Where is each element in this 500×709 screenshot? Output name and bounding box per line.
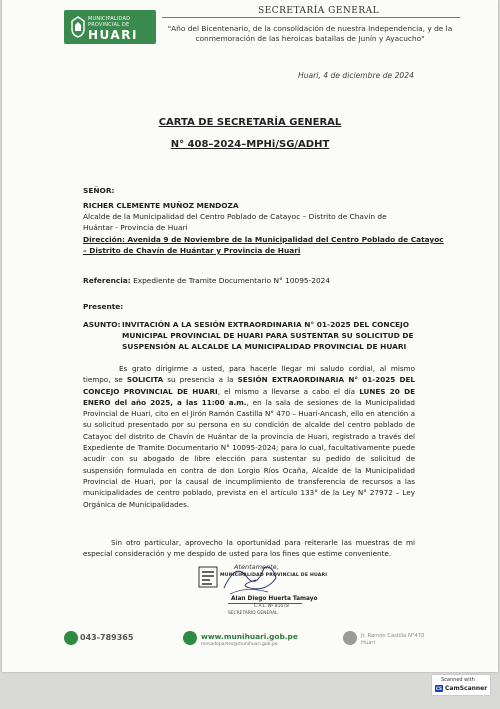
signatory-name: Alan Diego Huerta Tamayo bbox=[231, 596, 318, 602]
recipient-name: RICHER CLEMENTE MUÑOZ MENDOZA bbox=[83, 201, 239, 210]
emblem-icon bbox=[70, 16, 86, 38]
address-text: Avenida 9 de Noviembre de la Municipalidad del Centro Poblado de Catayoc bbox=[124, 235, 444, 244]
camscanner-badge bbox=[431, 674, 491, 696]
p1-text-g: , en la sala de sesiones de la Municipalidad Provincial de Huari, cito en el Jirón Ramón Castilla N° 470 – Huari-Ancash, ello en atención a su solicitud presentado por su persona en su condición de alcalde del centro poblado de Catayoc del distrito de Chavín de Huántar de la provincia de Huari, registrado a través del Expediente de Tramite Documentario N° 10095-2024; para lo cual, facultativamente puede acudir con su abogado de libre elección para sustentar su pedido de solicitud de suspensión formulada en contra de don Lorgio Ríos Ocaña, Alcalde de la Municipalidad Provincial de Huari, por la causal de incumplimiento de transferencia de recursos a las municipalidades de centro poblado, prevista en el artículo 133° de la Ley N° 27972 – Ley Orgánica de Municipalidades. bbox=[83, 397, 415, 509]
logo-title: HUARI bbox=[88, 28, 138, 42]
footer-phone: 043-789365 bbox=[80, 633, 134, 642]
scanner-brand: CamScanner bbox=[445, 685, 488, 692]
asunto-line2: MUNICIPAL PROVINCIAL DE HUARI PARA SUSTENTAR SU SOLICITUD DE bbox=[122, 331, 414, 340]
recipient-role-line2: Huántar - Provincia de Huari bbox=[83, 223, 188, 232]
year-banner bbox=[154, 24, 466, 44]
reference-label: Referencia: bbox=[83, 276, 131, 285]
p1-session: SESIÓN EXTRAORDINARIA N° 01-2025 DEL CONCEJO PROVINCIAL DE HUARI bbox=[83, 375, 415, 396]
footer-email[interactable]: mesadepartes@munihuari.gob.pe bbox=[201, 642, 278, 647]
signature-org: MUNICIPALIDAD PROVINCIAL DE HUARI bbox=[220, 573, 328, 578]
document-page bbox=[2, 0, 498, 672]
phone-icon bbox=[64, 631, 78, 645]
year-banner-line2: conmemoración de las heroicas batallas de Junín y Ayacucho" bbox=[195, 34, 425, 43]
logo-subtitle: MUNICIPALIDAD PROVINCIAL DE bbox=[88, 16, 131, 28]
p1-date: LUNES 20 DE ENERO del año 2025, a las 11:00 a.m. bbox=[83, 386, 415, 407]
address-label: Dirección: bbox=[83, 235, 125, 244]
municipality-logo bbox=[64, 10, 156, 44]
recipient-address-line1 bbox=[83, 235, 444, 245]
footer-address-line2: Huari bbox=[361, 640, 375, 646]
closing: Atentamente, bbox=[234, 563, 279, 571]
signatory-registration: C.A.L. Nº 81678 bbox=[254, 604, 289, 609]
scanner-caption: Scanned with bbox=[441, 677, 475, 683]
mail-icon bbox=[183, 631, 197, 645]
p1-text-a: Es grato dirigirme a usted, para hacerle llegar mi saludo cordial, al mismo tiempo, se bbox=[83, 364, 415, 385]
body-paragraph-2: Sin otro particular, aprovecho la oportunidad para reiterarle las muestras de mi especial consideración y me despido de usted para los fines que estime conveniente. bbox=[83, 538, 415, 559]
asunto-label: ASUNTO: bbox=[83, 320, 121, 329]
signatory-role: SECRETARIO GENERAL bbox=[228, 611, 278, 616]
year-banner-line1: "Año del Bicentenario, de la consolidación de nuestra Independencia, y de la bbox=[167, 24, 453, 33]
footer-address-line1: Jr. Ramón Castilla N°470 bbox=[361, 633, 425, 639]
reference-text: Expediente de Tramite Documentario N° 10095-2024 bbox=[130, 276, 331, 285]
location-icon bbox=[343, 631, 357, 645]
salutation: SEÑOR: bbox=[83, 186, 115, 195]
reference bbox=[83, 276, 330, 286]
p1-text-c: su presencia a la bbox=[163, 375, 238, 385]
footer-website[interactable]: www.munihuari.gob.pe bbox=[201, 632, 298, 641]
recipient-role-line1: Alcalde de la Municipalidad del Centro Poblado de Catayoc – Distrito de Chavín de bbox=[83, 212, 387, 221]
camscanner-icon: CS bbox=[436, 686, 442, 691]
body-paragraph-1 bbox=[83, 363, 415, 510]
place-date: Huari, 4 de diciembre de 2024 bbox=[298, 71, 414, 80]
header-divider bbox=[162, 17, 460, 18]
stamp-icon bbox=[198, 566, 218, 588]
p1-text-e: , el mismo a llevarse a cabo el día bbox=[217, 386, 360, 396]
p1-solicita: SOLICITA bbox=[126, 375, 164, 385]
recipient-address-line2: – Distrito de Chavín de Huántar y Provincia de Huari bbox=[83, 246, 301, 255]
letter-number: N° 408–2024–MPHi/SG/ADHT bbox=[170, 139, 330, 150]
section-title: SECRETARÍA GENERAL bbox=[258, 6, 380, 16]
asunto-line1: INVITACIÓN A LA SESIÓN EXTRAORDINARIA N° 01-2025 DEL CONCEJO bbox=[122, 320, 410, 329]
asunto-line3: SUSPENSIÓN AL ALCALDE LA MUNICIPALIDAD PROVINCIAL DE HUARI bbox=[122, 342, 407, 351]
presente: Presente: bbox=[83, 302, 124, 311]
letter-title: CARTA DE SECRETARÍA GENERAL bbox=[158, 117, 342, 128]
